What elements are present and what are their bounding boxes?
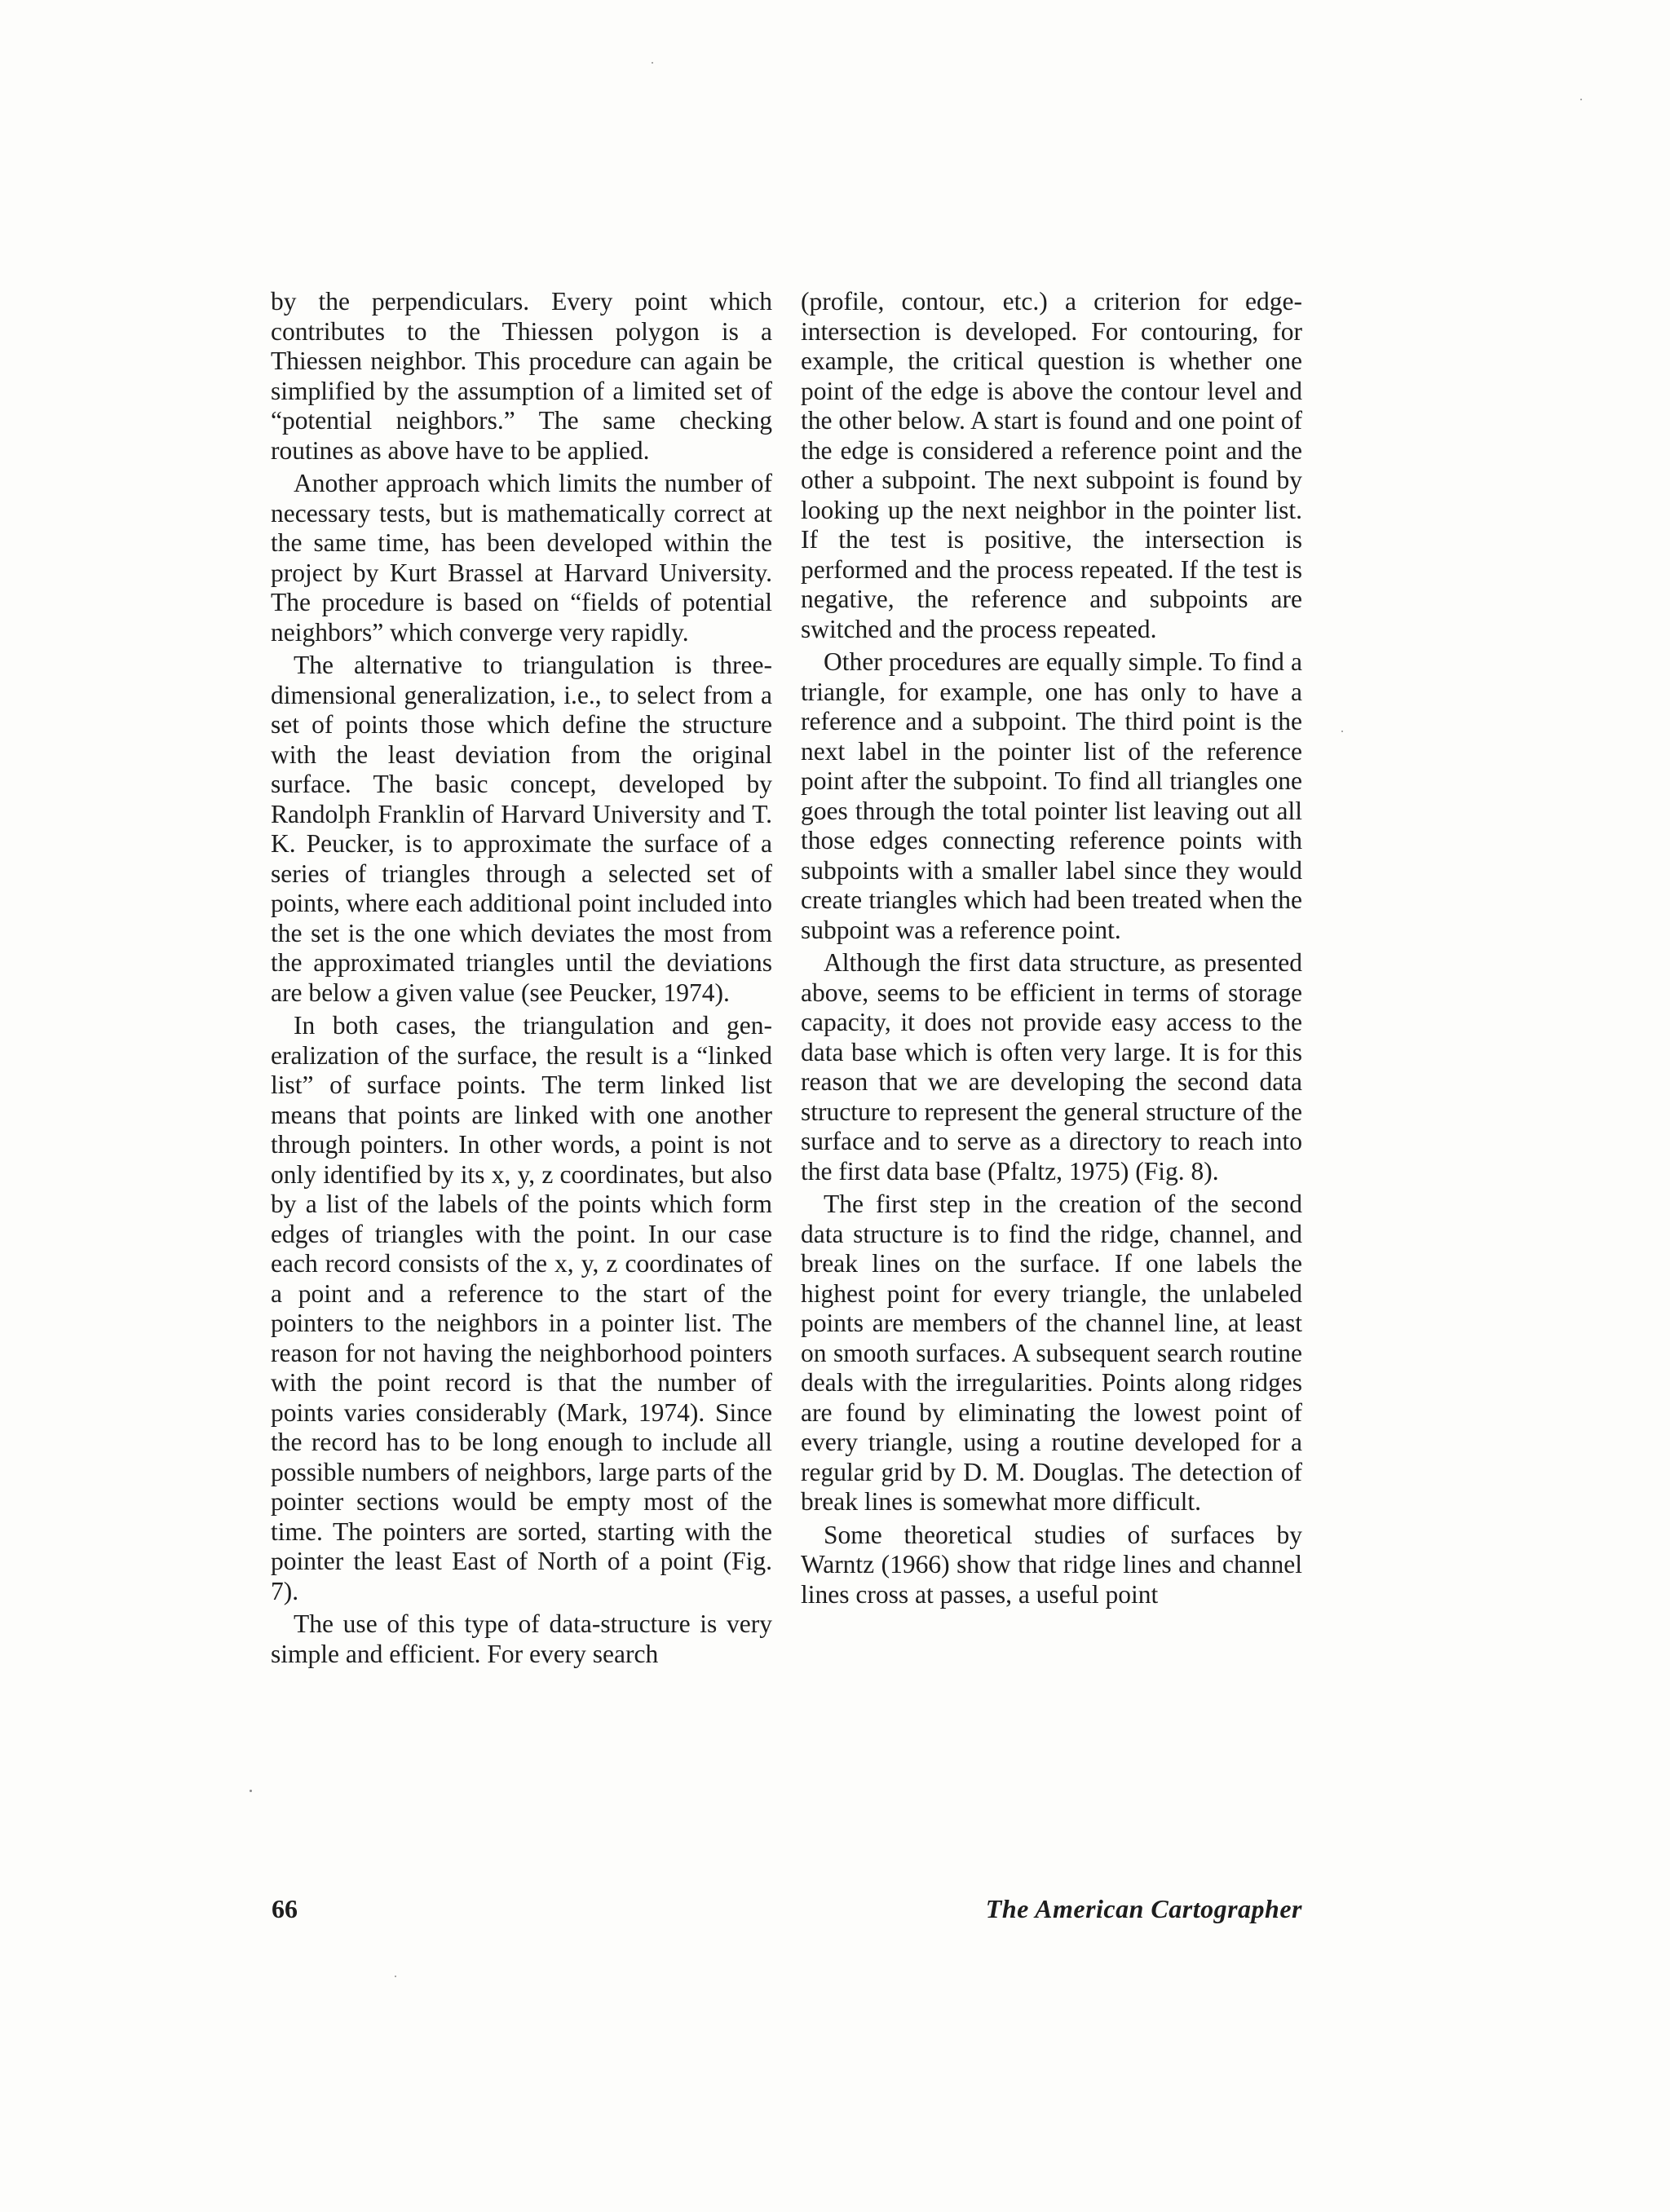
paragraph: In both cases, the triangulation and generalization of the surface, the result is a “linked list” of surface points. The term linked list means that points are linked with one another through pointers. In other words, a point is not only identified by its x, y, z coordinates, but also by a list of the labels of the points which form edges of triangles with the point. In our case each record consists of the x, y, z coordinates of a point and a reference to the start of the pointers to the neighbors in a pointer list. The reason for not having the neighborhood pointers with the point record is that the number of points varies considerably (Mark, 1974). Since the record has to be long enough to include all possible numbers of neighbors, large parts of the pointer sections would be empty most of the time. The pointers are sorted, starting with the pointer the least East of North of a point (Fig. 7). (271, 1011, 772, 1605)
paragraph: The alternative to triangulation is three-dimensional generalization, i.e., to select from a set of points those which define the structure with the least deviation from the original surface. The basic concept, developed by Randolph Franklin of Harvard University and T. K. Peucker, is to approximate the surface of a series of triangles through a selected set of points, where each additional point included into the set is the one which deviates the most from the approximated triangles until the deviations are below a given value (see Peucker, 1974). (271, 651, 772, 1007)
paragraph: Although the first data structure, as presented above, seems to be efficient in terms of storage capacity, it does not provide easy access to the data base which is often very large. It is for this reason that we are developing the second data structure to represent the general structure of the surface and to serve as a directory to reach into the first data base (Pfaltz, 1975) (Fig. 8). (801, 948, 1302, 1185)
page-number: 66 (272, 1894, 298, 1923)
paragraph: Other procedures are equally simple. To find a triangle, for example, one has only to have a reference and a subpoint. The third point is the next label in the pointer list of the reference point after the subpoint. To find all triangles one goes through the total pointer list leaving out all those edges connecting reference points with subpoints with a smaller label since they would create triangles which had been treated when the subpoint was a reference point. (801, 647, 1302, 944)
paragraph: by the perpendiculars. Every point which contributes to the Thiessen polygon is a Thiessen neighbor. This procedure can again be simplified by the assumption of a limited set of “potential neighbors.” The same checking routines as above have to be applied. (271, 287, 772, 465)
scan-speck (1580, 99, 1582, 100)
paragraph: The use of this type of data-structure is very simple and efficient. For every search (271, 1609, 772, 1668)
paragraph: Some theoretical studies of surfaces by Warntz (1966) show that ridge lines and channel lines cross at passes, a useful point (801, 1520, 1302, 1609)
scan-speck (250, 1790, 252, 1792)
scan-speck (395, 1976, 396, 1977)
paragraph: (profile, contour, etc.) a criterion for edge-intersection is developed. For contouring, for example, the critical question is whether one point of the edge is above the contour level and the other below. A start is found and one point of the edge is considered a reference point and the other a subpoint. The next subpoint is found by looking up the next neighbor in the pointer list. If the test is positive, the intersection is performed and the process repeated. If the test is negative, the reference and subpoints are switched and the process repeated. (801, 287, 1302, 643)
paragraph: The first step in the creation of the second data structure is to find the ridge, channel, and break lines on the surface. If one labels the highest point for every triangle, the unlabeled points are members of the channel line, at least on smooth surfaces. A subsequent search routine deals with the irregularities. Points along ridges are found by eliminating the lowest point of every triangle, using a routine developed for a regular grid by D. M. Douglas. The detection of break lines is somewhat more difficult. (801, 1190, 1302, 1516)
scan-speck (1341, 731, 1343, 732)
scan-speck (652, 62, 653, 64)
paragraph: Another approach which limits the number of necessary tests, but is mathematically correct at the same time, has been developed within the project by Kurt Brassel at Harvard University. The procedure is based on “fields of potential neighbors” which converge very rapidly. (271, 469, 772, 647)
journal-title: The American Cartographer (985, 1894, 1302, 1923)
left-column (271, 287, 772, 1672)
right-column (801, 287, 1302, 1613)
